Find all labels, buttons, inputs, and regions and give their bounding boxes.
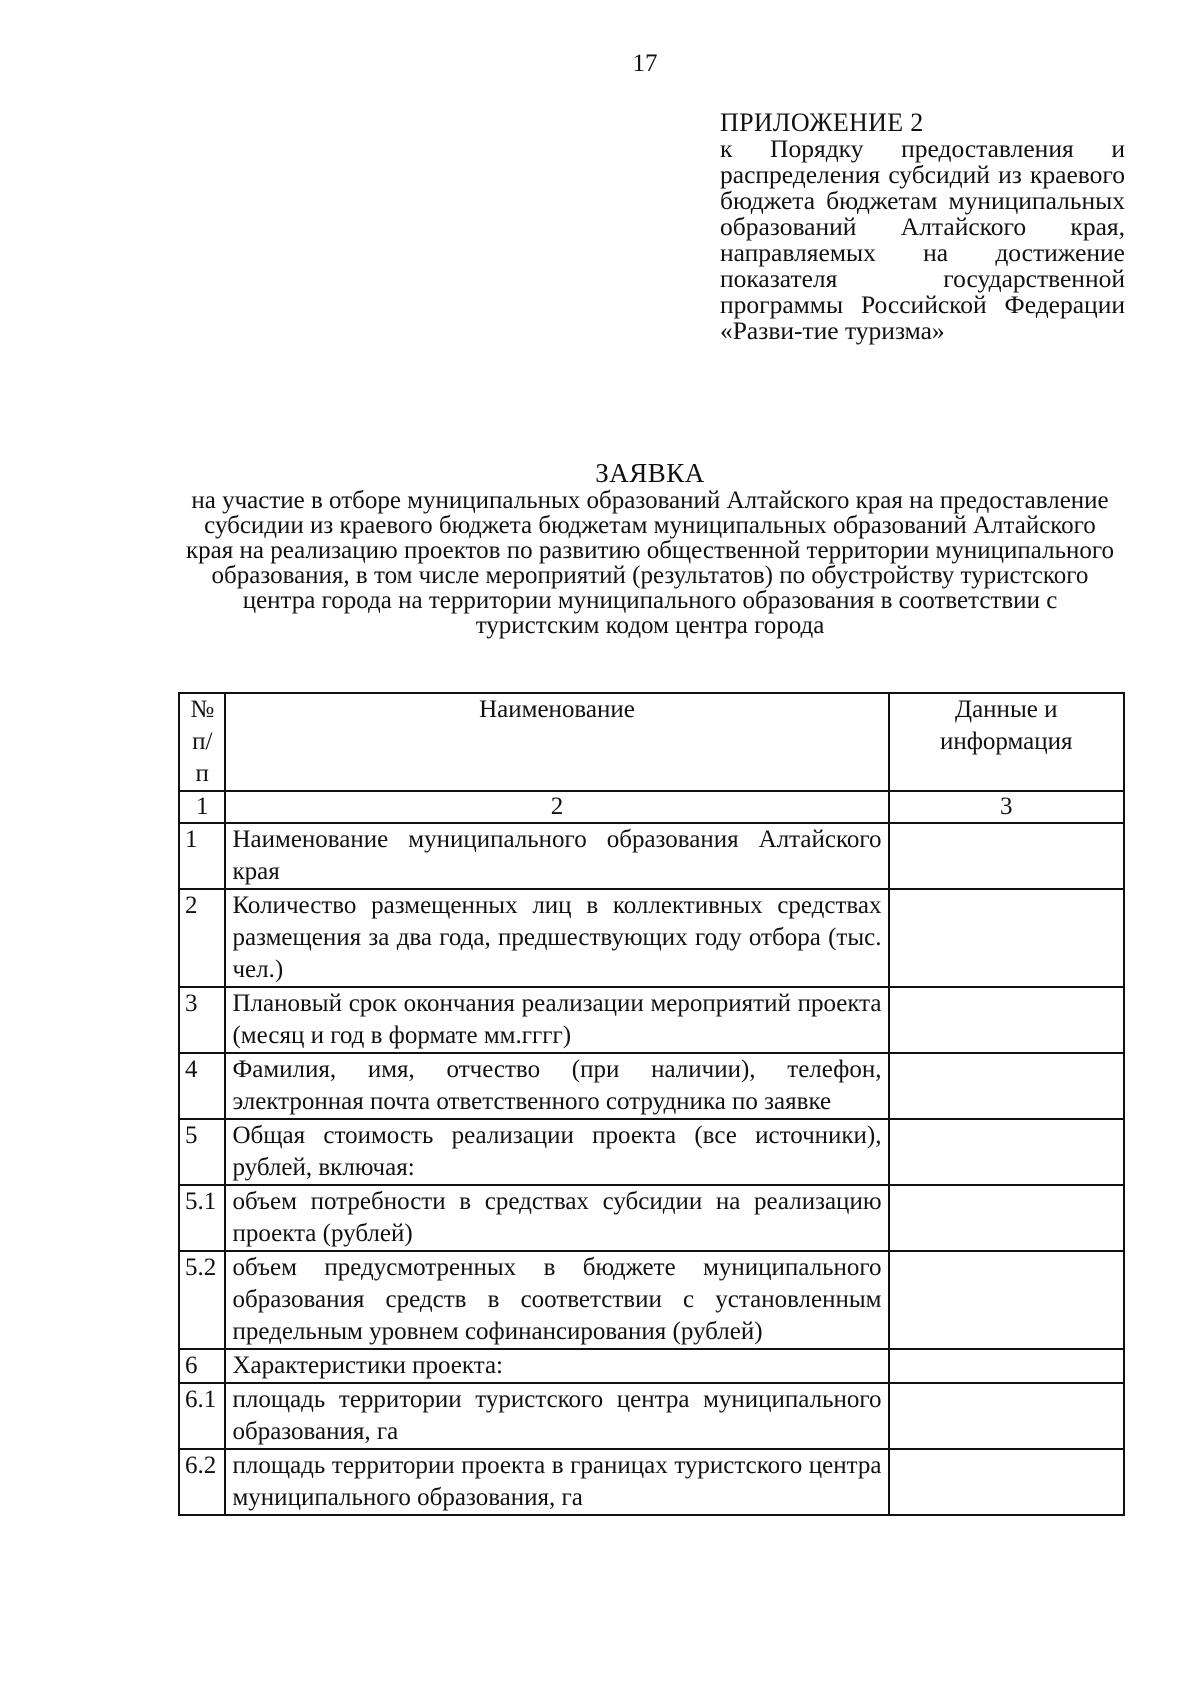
row-number: 4 (179, 1053, 225, 1119)
row-number: 5 (179, 1119, 225, 1185)
row-data-cell[interactable] (889, 1251, 1125, 1349)
row-data-cell[interactable] (889, 823, 1125, 889)
application-title: ЗАЯВКА (595, 458, 705, 488)
table-row (179, 889, 1124, 987)
row-data-cell[interactable] (889, 1449, 1125, 1515)
row-name: Количество размещенных лиц в коллективных средствах размещения за два года, предшествующих году отбора (тыс. чел.) (225, 889, 888, 987)
header-name: Наименование (225, 693, 888, 791)
application-table (178, 692, 1125, 1516)
row-number: 6.1 (179, 1383, 225, 1449)
header-number: № п/п (179, 693, 225, 791)
table-row (179, 1449, 1124, 1515)
index-cell: 3 (889, 791, 1125, 823)
table-row (179, 1251, 1124, 1349)
row-data-cell[interactable] (889, 1053, 1125, 1119)
row-data-cell[interactable] (889, 987, 1125, 1053)
row-data-cell[interactable] (889, 1119, 1125, 1185)
row-number: 5.2 (179, 1251, 225, 1349)
row-data-cell[interactable] (889, 889, 1125, 987)
appendix-block (720, 110, 1125, 344)
table-row (179, 823, 1124, 889)
header-data: Данные и информация (889, 693, 1125, 791)
row-name: объем потребности в средствах субсидии на реализацию проекта (рублей) (225, 1185, 888, 1251)
row-number: 1 (179, 823, 225, 889)
appendix-title: ПРИЛОЖЕНИЕ 2 (720, 108, 924, 137)
row-number: 3 (179, 987, 225, 1053)
table-row (179, 1053, 1124, 1119)
row-name: Плановый срок окончания реализации мероприятий проекта (месяц и год в формате мм.гггг) (225, 987, 888, 1053)
table-row (179, 1119, 1124, 1185)
row-data-cell[interactable] (889, 1185, 1125, 1251)
row-data-cell[interactable] (889, 1383, 1125, 1449)
table-row (179, 987, 1124, 1053)
row-number: 6 (179, 1349, 225, 1383)
application-heading (170, 458, 1130, 638)
index-cell: 1 (179, 791, 225, 823)
table-index-row (179, 791, 1124, 823)
row-name: объем предусмотренных в бюджете муниципального образования средств в соответствии с установленным предельным уровнем софинансирования (рублей) (225, 1251, 888, 1349)
row-name: Фамилия, имя, отчество (при наличии), телефон, электронная почта ответственного сотрудника по заявке (225, 1053, 888, 1119)
application-subtitle: на участие в отборе муниципальных образований Алтайского края на предоставление субсидии из краевого бюджета бюджетам муниципальных образований Алтайского края на реализацию проектов по развитию общественной территории муниципального образования, в том числе мероприятий (результатов) по обустройству туристского центра города на территории муниципального образования в соответствии с туристским кодом центра города (186, 487, 1114, 639)
row-number: 2 (179, 889, 225, 987)
appendix-text: к Порядку предоставления и распределения субсидий из краевого бюджета бюджетам муниципальных образований Алтайского края, направляемых на достижение показателя государственной программы Российской Федерации «Разви-тие туризма» (720, 134, 1125, 345)
row-data-cell[interactable] (889, 1349, 1125, 1383)
row-name: площадь территории проекта в границах туристского центра муниципального образования, га (225, 1449, 888, 1515)
row-name: площадь территории туристского центра муниципального образования, га (225, 1383, 888, 1449)
table-row (179, 1383, 1124, 1449)
table-row (179, 1185, 1124, 1251)
table-header-row (179, 693, 1124, 791)
row-name: Характеристики проекта: (225, 1349, 888, 1383)
row-number: 6.2 (179, 1449, 225, 1515)
index-cell: 2 (225, 791, 888, 823)
row-name: Общая стоимость реализации проекта (все источники), рублей, включая: (225, 1119, 888, 1185)
table-row (179, 1349, 1124, 1383)
row-name: Наименование муниципального образования Алтайского края (225, 823, 888, 889)
row-number: 5.1 (179, 1185, 225, 1251)
page-number: 17 (632, 50, 658, 77)
